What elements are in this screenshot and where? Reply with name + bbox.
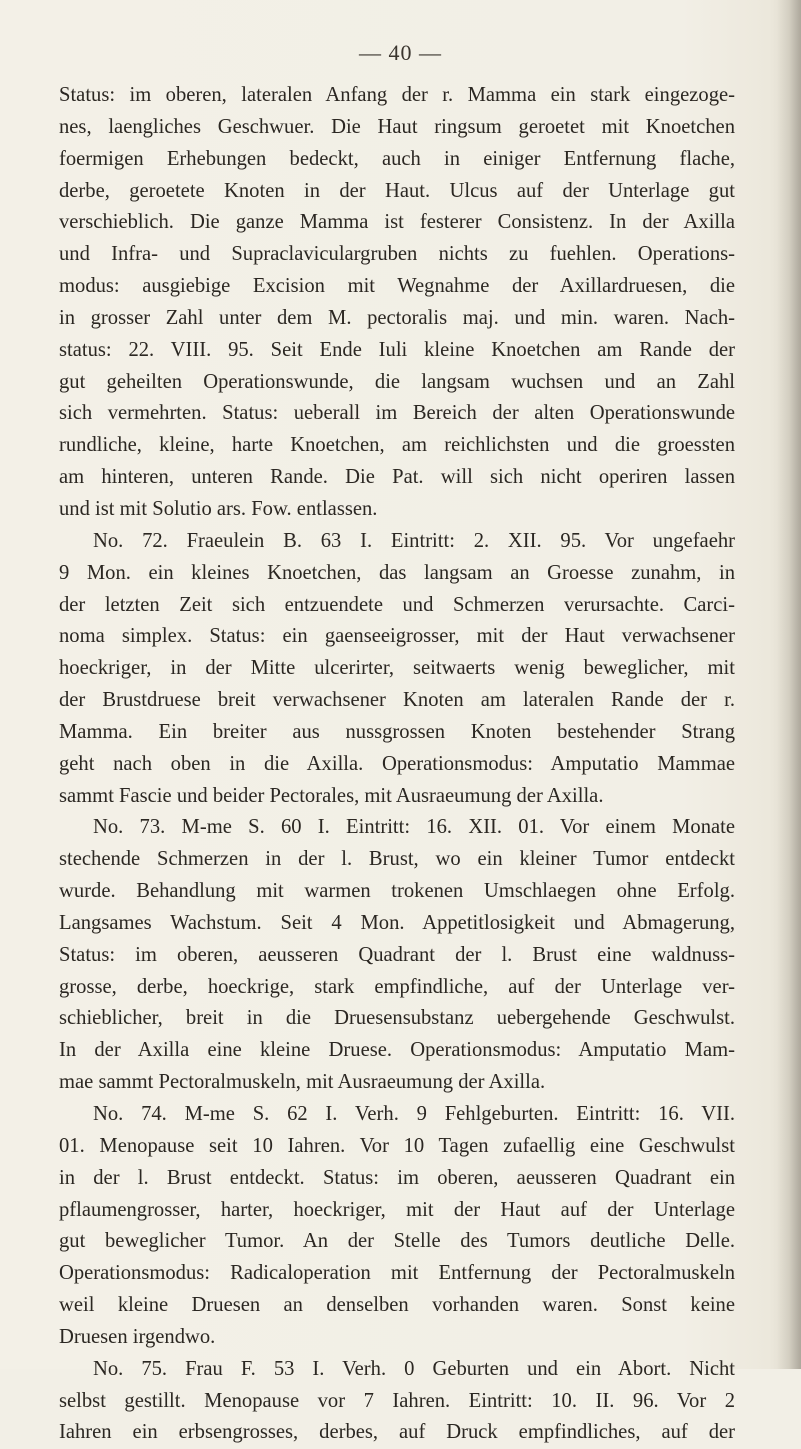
page-number: — 40 — [359,40,442,65]
text-line: Iahren ein erbsengrosses, derbes, auf Druck empfindliches, auf der [59,1421,735,1444]
text-line: derbe, geroetete Knoten in der Haut. Ulcus auf der Unterlage gut [59,179,735,202]
text-line: modus: ausgiebige Excision mit Wegnahme der Axillardruesen, die [59,275,735,298]
text-line: der Brustdruese breit verwachsener Knoten am lateralen Rande der r. [59,689,735,712]
text-line: sich vermehrten. Status: ueberall im Bereich der alten Operationswunde [59,402,735,425]
text-line: in grosser Zahl unter dem M. pectoralis maj. und min. waren. Nach- [59,306,735,329]
page-edge-shadow [777,0,801,1369]
text-line: in der l. Brust entdeckt. Status: im oberen, aeusseren Quadrant ein [59,1166,735,1189]
text-line: status: 22. VIII. 95. Seit Ende Iuli kleine Knoetchen am Rande der [59,338,735,361]
text-line: selbst gestillt. Menopause vor 7 Iahren. Eintritt: 10. II. 96. Vor 2 [59,1389,735,1412]
text-line: stechende Schmerzen in der l. Brust, wo ein kleiner Tumor entdeckt [59,848,735,871]
body-text [59,80,735,1449]
text-line: Langsames Wachstum. Seit 4 Mon. Appetitlosigkeit und Abmagerung, [59,911,735,934]
text-line: Operationsmodus: Radicaloperation mit Entfernung der Pectoralmuskeln [59,1262,735,1285]
text-line: sammt Fascie und beider Pectorales, mit Ausraeumung der Axilla. [59,784,604,807]
text-line: Status: im oberen, aeusseren Quadrant der l. Brust eine waldnuss- [59,943,735,966]
text-line: am hinteren, unteren Rande. Die Pat. will sich nicht operiren lassen [59,466,735,489]
text-line: gut beweglicher Tumor. An der Stelle des Tumors deutliche Delle. [59,1230,735,1253]
text-line: Status: im oberen, lateralen Anfang der r. Mamma ein stark eingezoge- [59,84,735,106]
text-line: geht nach oben in die Axilla. Operationsmodus: Amputatio Mammae [59,752,735,775]
text-line: No. 73. M-me S. 60 I. Eintritt: 16. XII. 01. Vor einem Monate [93,816,735,839]
text-line: No. 72. Fraeulein B. 63 I. Eintritt: 2. XII. 95. Vor ungefaehr [93,529,735,552]
text-line: verschieblich. Die ganze Mamma ist festerer Consistenz. In der Axilla [59,211,735,234]
text-line: schieblicher, breit in die Druesensubstanz uebergehende Geschwulst. [59,1007,735,1030]
text-line: In der Axilla eine kleine Druese. Operationsmodus: Amputatio Mam- [59,1039,735,1062]
text-line: der letzten Zeit sich entzuendete und Schmerzen verursachte. Carci- [59,593,735,616]
text-line: rundliche, kleine, harte Knoetchen, am reichlichsten und die groessten [59,434,735,457]
text-line: No. 75. Frau F. 53 I. Verh. 0 Geburten und ein Abort. Nicht [93,1357,735,1380]
text-line: gut geheilten Operationswunde, die langsam wuchsen und an Zahl [59,370,735,393]
text-line: mae sammt Pectoralmuskeln, mit Ausraeumung der Axilla. [59,1071,546,1094]
text-line: grosse, derbe, hoeckrige, stark empfindliche, auf der Unterlage ver- [59,975,735,998]
text-line: weil kleine Druesen an denselben vorhanden waren. Sonst keine [59,1294,735,1317]
text-line: und Infra- und Supraclaviculargruben nichts zu fuehlen. Operations- [59,243,735,266]
text-line: No. 74. M-me S. 62 I. Verh. 9 Fehlgeburten. Eintritt: 16. VII. [93,1103,735,1125]
text-line: nes, laengliches Geschwuer. Die Haut ringsum geroetet mit Knoetchen [59,115,735,138]
text-line: foermigen Erhebungen bedeckt, auch in einiger Entfernung flache, [59,147,735,170]
text-line: Druesen irgendwo. [59,1325,216,1348]
text-line: wurde. Behandlung mit warmen trokenen Umschlaegen ohne Erfolg. [59,880,735,903]
text-line: hoeckriger, in der Mitte ulcerirter, seitwaerts wenig beweglicher, mit [59,657,735,680]
text-line: noma simplex. Status: ein gaenseeigrosser, mit der Haut verwachsener [59,625,735,648]
text-line: Mamma. Ein breiter aus nussgrossen Knoten bestehender Strang [59,720,735,743]
text-line: 01. Menopause seit 10 Iahren. Vor 10 Tagen zufaellig eine Geschwulst [59,1134,735,1157]
text-line: 9 Mon. ein kleines Knoetchen, das langsam an Groesse zunahm, in [59,561,735,584]
text-line: und ist mit Solutio ars. Fow. entlassen. [59,497,378,520]
text-line: pflaumengrosser, harter, hoeckriger, mit der Haut auf der Unterlage [59,1198,735,1221]
